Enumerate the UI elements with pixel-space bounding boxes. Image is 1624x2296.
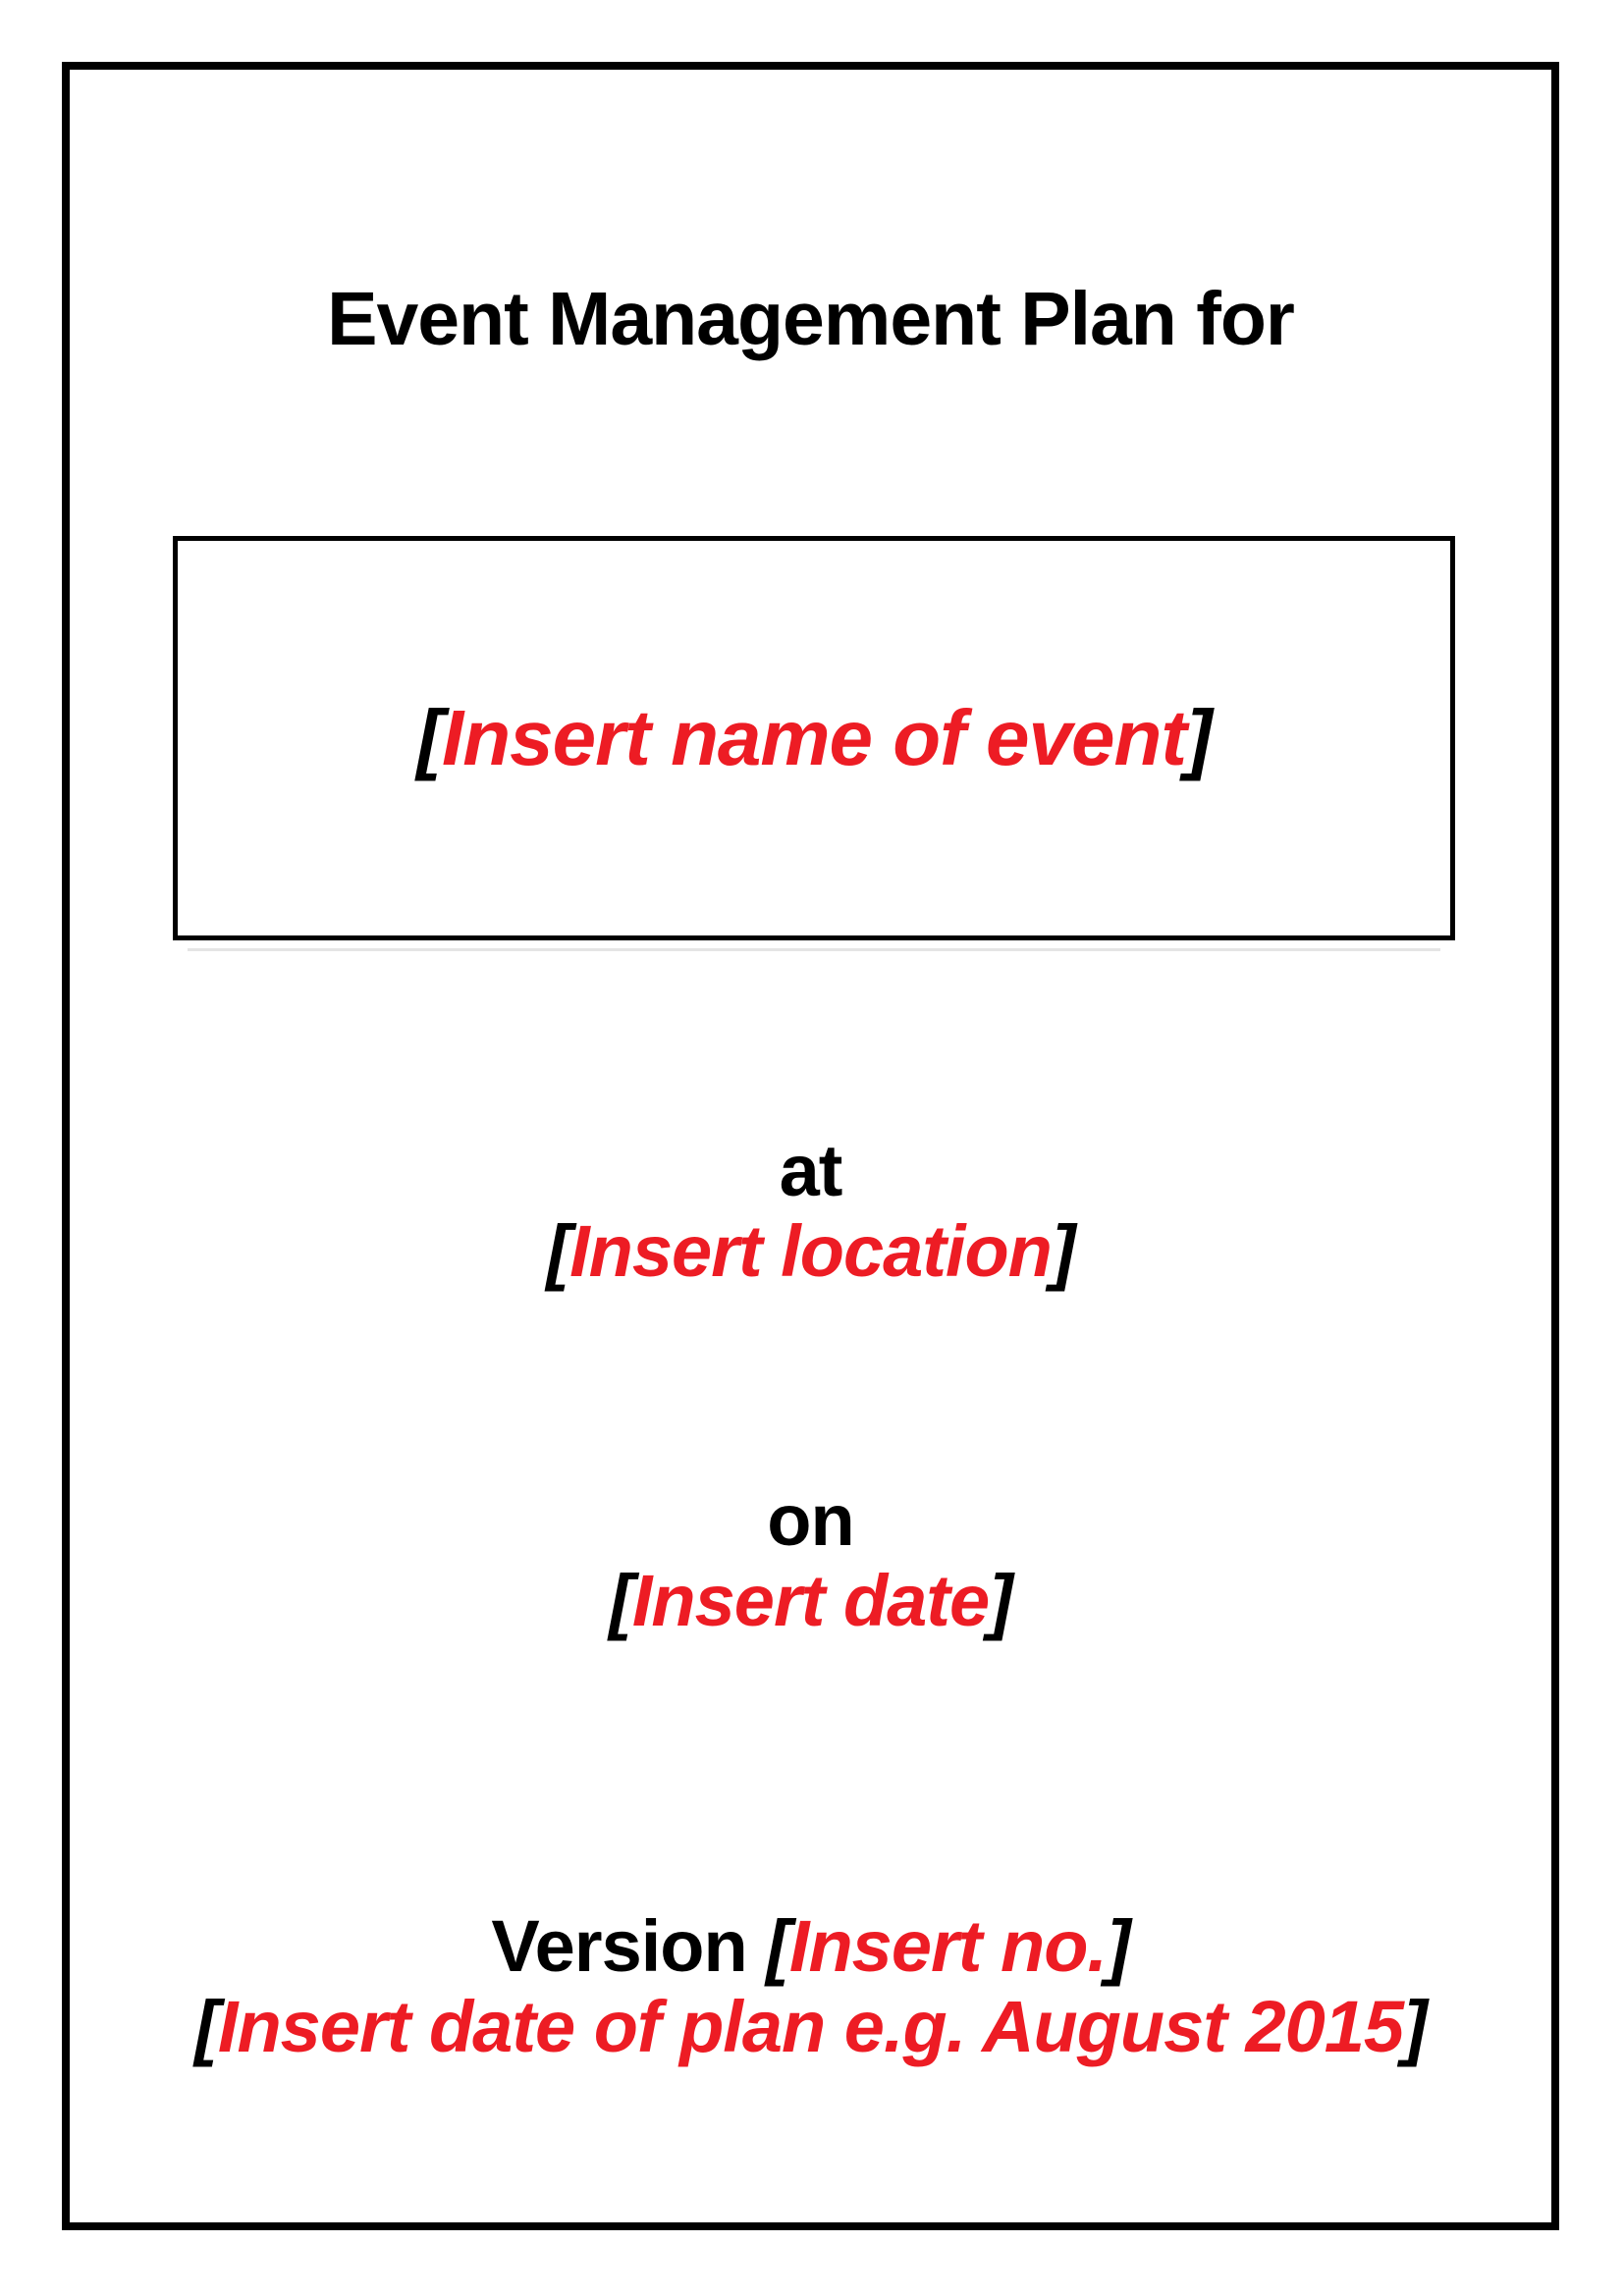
location-placeholder	[62, 1211, 1559, 1292]
event-name-close-bracket: ]	[1186, 694, 1212, 781]
event-name-placeholder-text: Insert name of event	[441, 694, 1186, 781]
version-open-bracket: [	[766, 1905, 789, 1987]
date-open-bracket: [	[609, 1560, 632, 1641]
date-section	[62, 1480, 1559, 1641]
document-title: Event Management Plan for	[327, 277, 1294, 361]
location-section	[62, 1131, 1559, 1292]
version-line	[62, 1906, 1559, 1987]
location-placeholder-text: Insert location	[569, 1210, 1052, 1292]
date-close-bracket: ]	[989, 1560, 1012, 1641]
event-name-placeholder	[416, 693, 1211, 783]
plan-date-close-bracket: ]	[1403, 1986, 1427, 2067]
version-close-bracket: ]	[1106, 1905, 1130, 1987]
date-placeholder-text: Insert date	[631, 1560, 990, 1641]
at-label: at	[779, 1130, 842, 1211]
on-label: on	[767, 1479, 854, 1561]
version-section	[62, 1906, 1559, 2067]
date-placeholder	[62, 1561, 1559, 1641]
event-name-open-bracket: [	[416, 694, 442, 781]
location-close-bracket: ]	[1051, 1210, 1075, 1292]
version-placeholder-text: Insert no.	[788, 1905, 1107, 1987]
plan-date-open-bracket: [	[194, 1986, 218, 2067]
event-name-box	[173, 536, 1455, 940]
plan-date-line	[62, 1987, 1559, 2067]
plan-date-placeholder-text: Insert date of plan e.g. August 2015	[217, 1986, 1404, 2067]
location-open-bracket: [	[546, 1210, 570, 1292]
version-label: Version	[491, 1905, 767, 1987]
